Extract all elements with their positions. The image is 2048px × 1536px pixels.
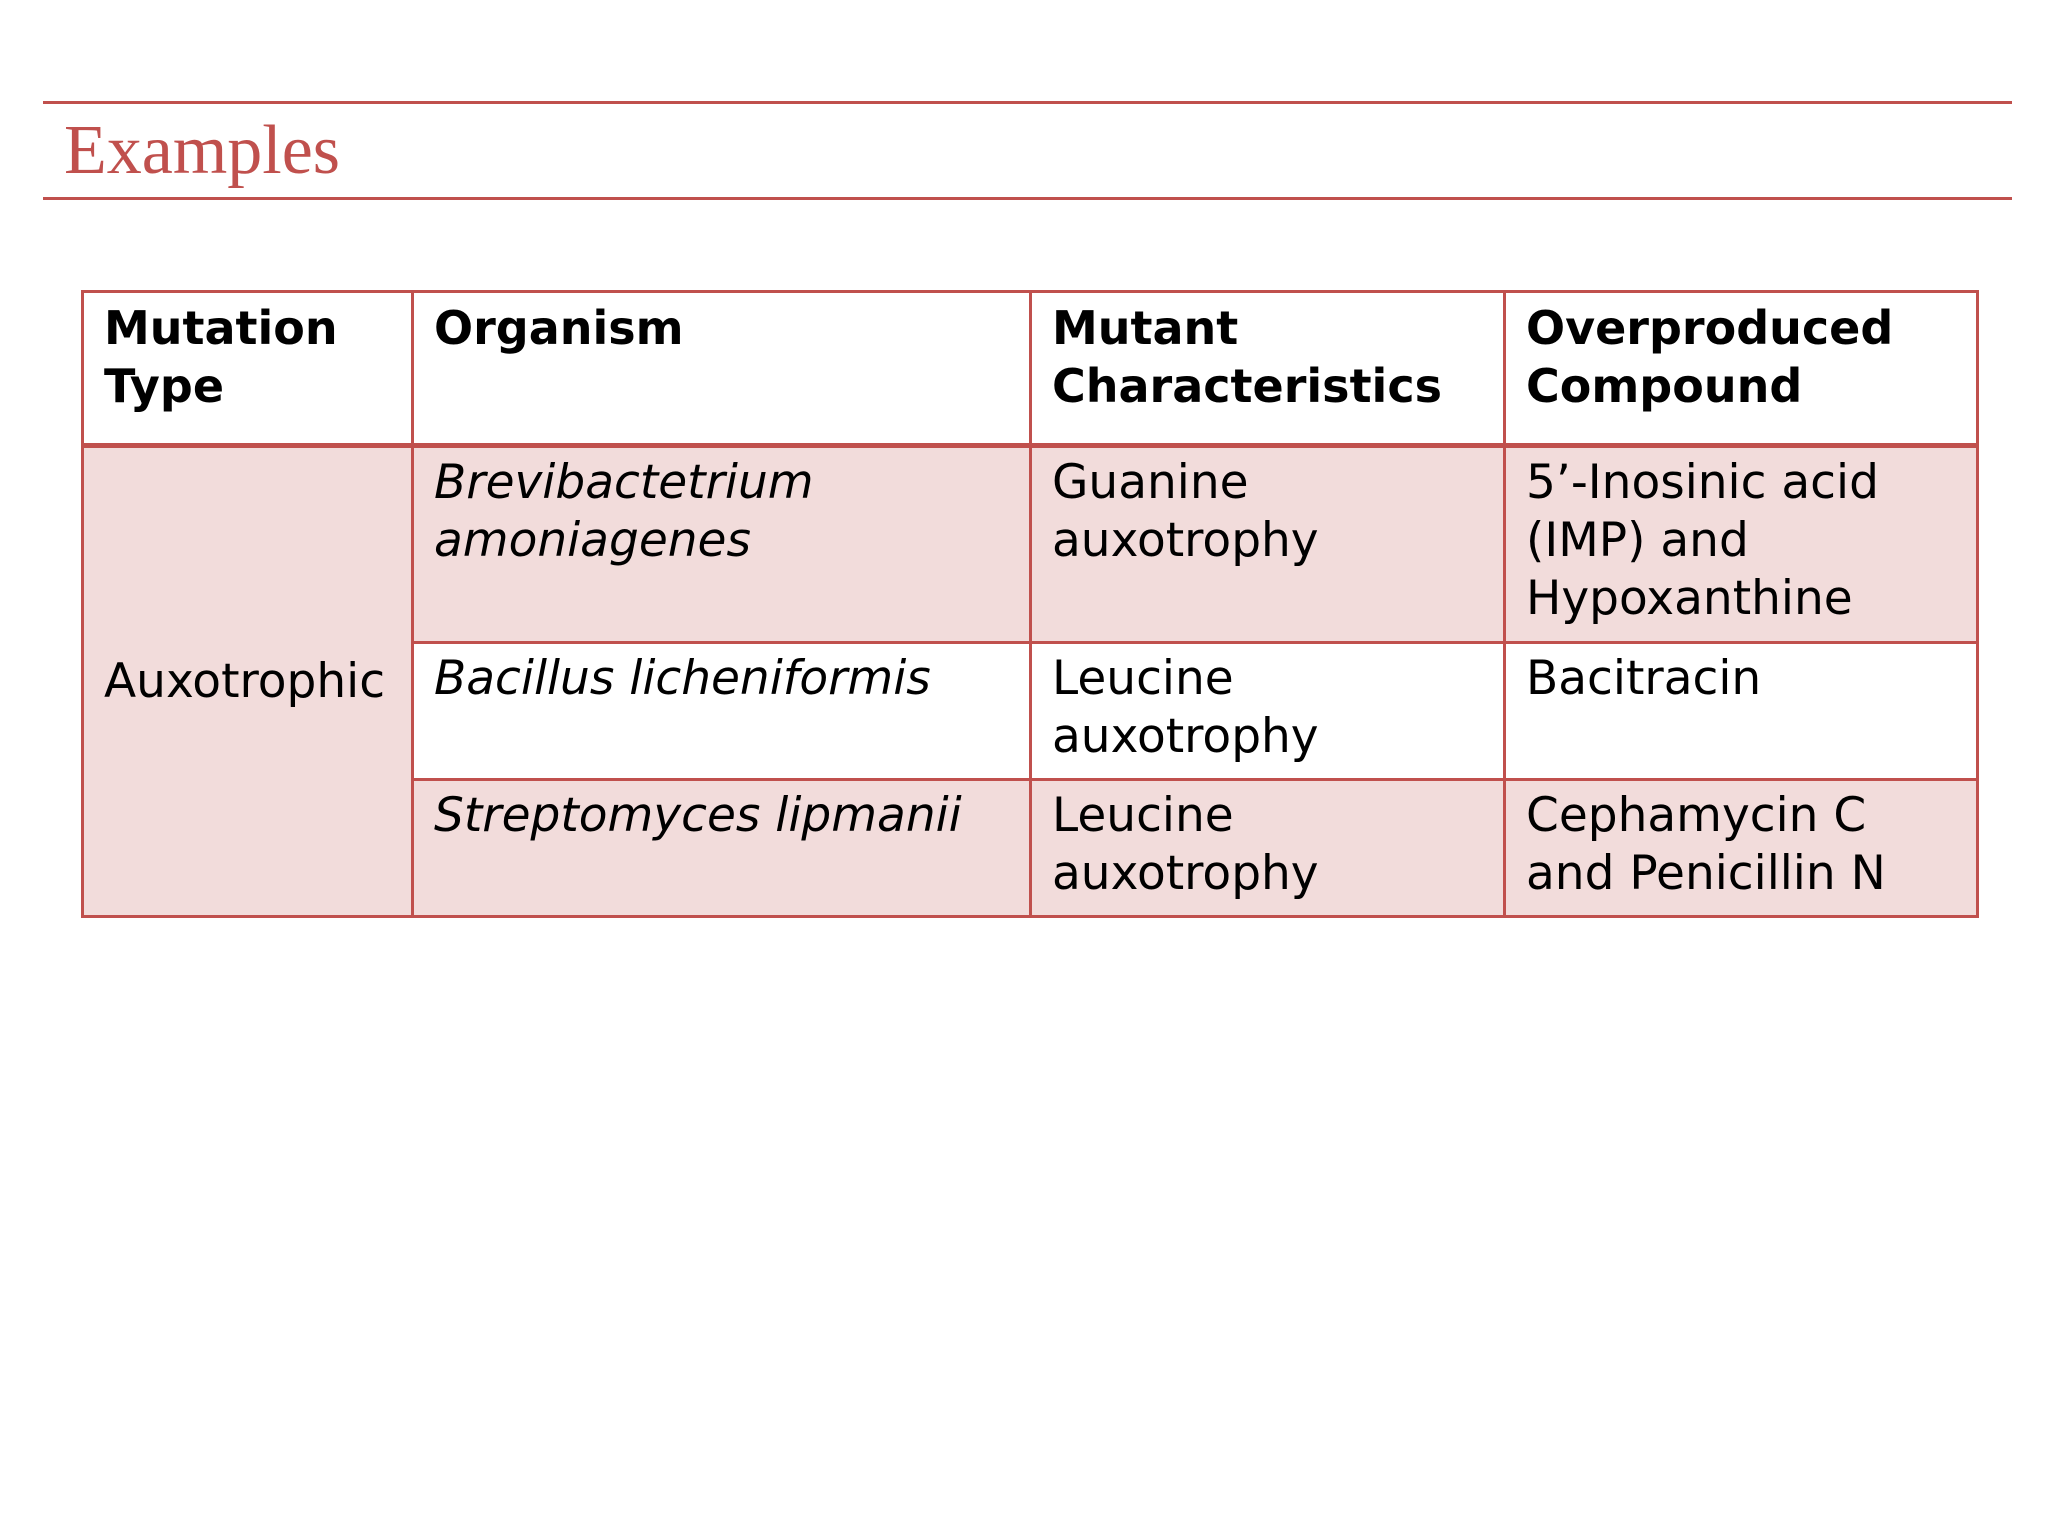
organism-cell: Bacillus licheniformis bbox=[413, 643, 1031, 780]
characteristics-cell: Leucine auxotrophy bbox=[1031, 643, 1505, 780]
header-mutant-characteristics: Mutant Characteristics bbox=[1031, 292, 1505, 446]
compound-cell: 5’-Inosinic acid (IMP) and Hypoxanthine bbox=[1505, 446, 1978, 643]
table-row bbox=[83, 446, 1978, 643]
table-body bbox=[83, 446, 1978, 917]
examples-table bbox=[81, 290, 1979, 918]
table-header bbox=[83, 292, 1978, 446]
header-row bbox=[83, 292, 1978, 446]
header-overproduced-compound: Overproduced Compound bbox=[1505, 292, 1978, 446]
compound-cell: Bacitracin bbox=[1505, 643, 1978, 780]
characteristics-cell: Leucine auxotrophy bbox=[1031, 780, 1505, 917]
compound-cell: Cephamycin C and Penicillin N bbox=[1505, 780, 1978, 917]
slide-title: Examples bbox=[64, 112, 341, 189]
header-mutation-type: Mutation Type bbox=[83, 292, 413, 446]
organism-cell: Streptomyces lipmanii bbox=[413, 780, 1031, 917]
title-bottom-rule bbox=[43, 197, 2012, 200]
characteristics-cell: Guanine auxotrophy bbox=[1031, 446, 1505, 643]
header-organism: Organism bbox=[413, 292, 1031, 446]
title-top-rule bbox=[43, 101, 2012, 104]
organism-cell: Brevibactetrium amoniagenes bbox=[413, 446, 1031, 643]
mutation-type-cell: Auxotrophic bbox=[83, 446, 413, 917]
